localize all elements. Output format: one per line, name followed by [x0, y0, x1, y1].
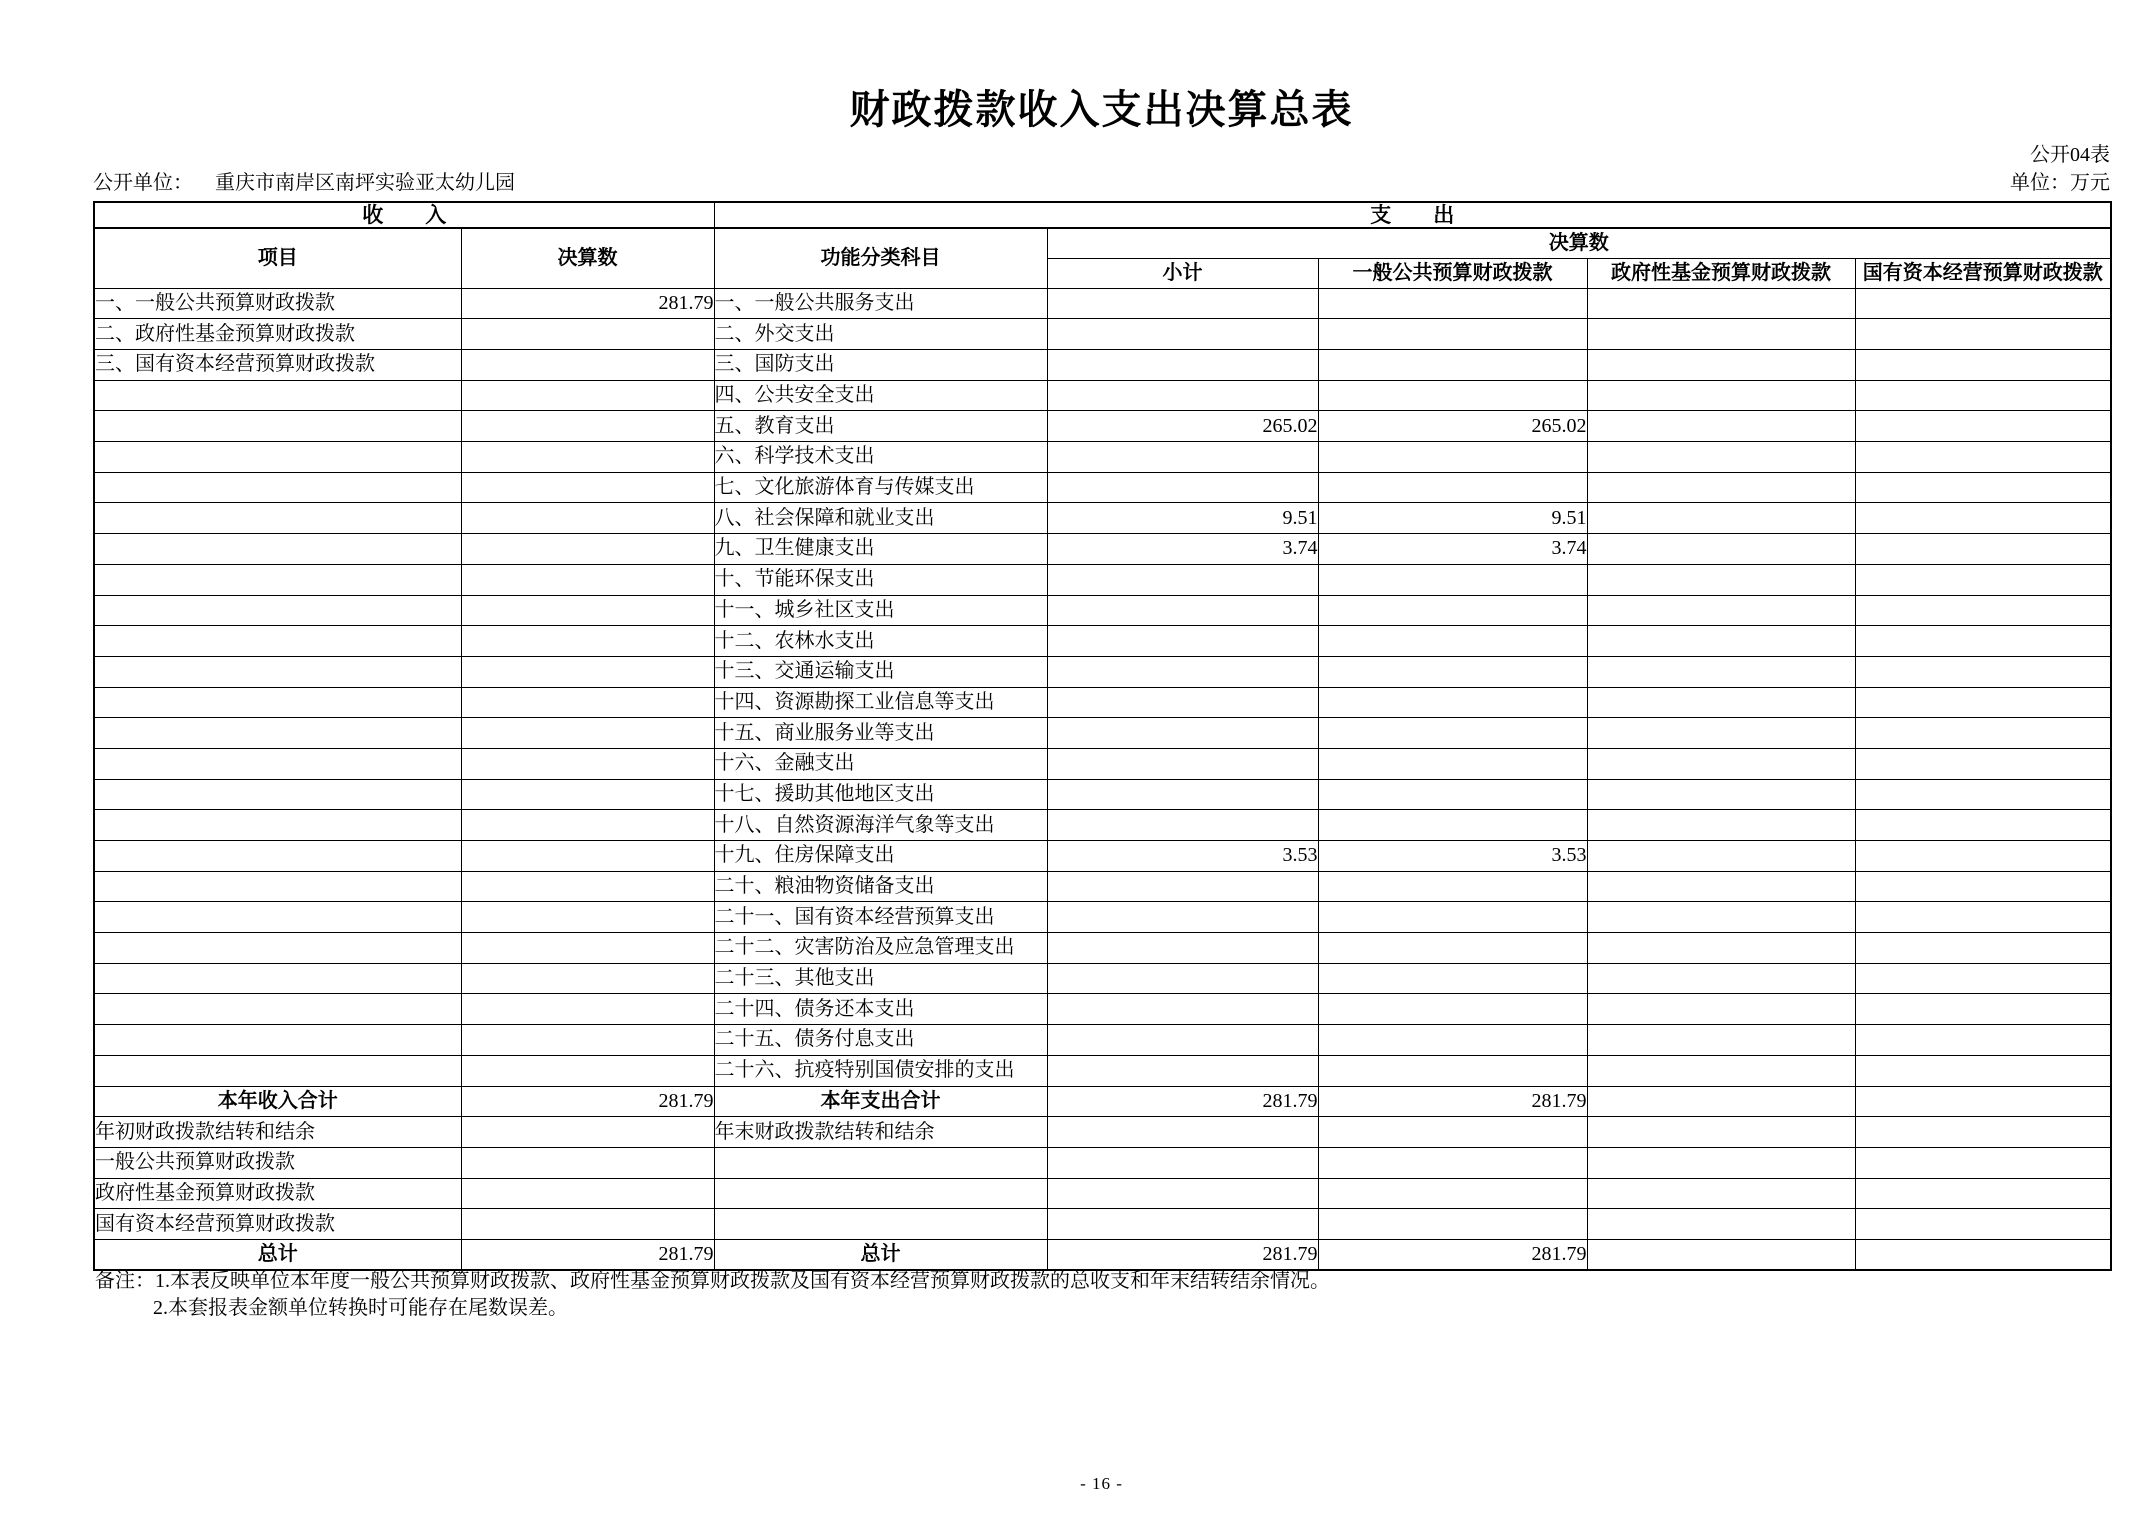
expense-gov-fund-cell [1587, 1209, 1855, 1240]
income-value-cell: 281.79 [461, 288, 714, 319]
expense-item-cell: 二十四、债务还本支出 [714, 994, 1047, 1025]
income-item-cell [94, 442, 461, 473]
income-value-cell [461, 1178, 714, 1209]
table-row [94, 748, 2111, 779]
income-item-cell [94, 748, 461, 779]
income-item-cell: 本年收入合计 [94, 1086, 461, 1117]
expense-state-capital-cell [1855, 1239, 2111, 1270]
table-row [94, 902, 2111, 933]
expense-gov-fund-cell [1587, 472, 1855, 503]
page-number: - 16 - [1080, 1474, 1123, 1493]
expense-item-cell: 十九、住房保障支出 [714, 841, 1047, 872]
expense-item-cell: 六、科学技术支出 [714, 442, 1047, 473]
income-value-cell [461, 810, 714, 841]
expense-state-capital-cell [1855, 1178, 2111, 1209]
note-line-1: 备注：1.本表反映单位本年度一般公共预算财政拨款、政府性基金预算财政拨款及国有资本经营预算财政拨款的总收支和年末结转结余情况。 [95, 1270, 1330, 1292]
expense-subtotal-cell [1047, 779, 1318, 810]
income-item-cell [94, 933, 461, 964]
table-row [94, 503, 2111, 534]
expense-item-cell [714, 1178, 1047, 1209]
expense-gov-fund-cell [1587, 380, 1855, 411]
table-row [94, 656, 2111, 687]
expense-item-cell: 三、国防支出 [714, 350, 1047, 381]
expense-subtotal-cell: 281.79 [1047, 1086, 1318, 1117]
expense-general-budget-cell [1318, 871, 1587, 902]
income-item-cell: 国有资本经营预算财政拨款 [94, 1209, 461, 1240]
income-item-cell [94, 687, 461, 718]
expense-subtotal-cell [1047, 687, 1318, 718]
income-item-cell [94, 871, 461, 902]
expense-subtotal-cell [1047, 595, 1318, 626]
table-row [94, 1025, 2111, 1056]
table-row [94, 595, 2111, 626]
expense-state-capital-cell [1855, 1055, 2111, 1086]
expense-general-budget-cell [1318, 748, 1587, 779]
income-value-cell [461, 902, 714, 933]
income-value-cell [461, 871, 714, 902]
income-value-cell [461, 748, 714, 779]
expense-state-capital-cell [1855, 748, 2111, 779]
income-value-cell [461, 472, 714, 503]
expense-gov-fund-cell [1587, 994, 1855, 1025]
expense-general-budget-cell [1318, 933, 1587, 964]
expense-state-capital-cell [1855, 656, 2111, 687]
expense-subtotal-cell [1047, 1209, 1318, 1240]
section-header-row [94, 202, 2111, 228]
income-item-cell [94, 963, 461, 994]
expense-general-budget-cell [1318, 1178, 1587, 1209]
expense-gov-fund-cell [1587, 810, 1855, 841]
expense-general-budget-cell: 3.74 [1318, 534, 1587, 565]
expense-item-cell: 二十六、抗疫特别国债安排的支出 [714, 1055, 1047, 1086]
income-item-cell [94, 626, 461, 657]
expense-state-capital-cell [1855, 687, 2111, 718]
expense-subtotal-cell [1047, 718, 1318, 749]
expense-state-capital-cell [1855, 503, 2111, 534]
table-row [94, 933, 2111, 964]
income-item-cell: 三、国有资本经营预算财政拨款 [94, 350, 461, 381]
expense-general-budget-cell: 9.51 [1318, 503, 1587, 534]
expense-subtotal-cell [1047, 1178, 1318, 1209]
expense-subtotal-cell [1047, 902, 1318, 933]
form-code-label: 公开04表 [2030, 144, 2110, 166]
expense-general-budget-cell [1318, 1025, 1587, 1056]
expense-gov-fund-cell [1587, 718, 1855, 749]
expense-subtotal-cell [1047, 564, 1318, 595]
function-category-column-header: 功能分类科目 [714, 228, 1047, 288]
table-row [94, 1178, 2111, 1209]
gov-fund-budget-column-header: 政府性基金预算财政拨款 [1587, 258, 1855, 288]
income-final-accounts-column-header: 决算数 [461, 228, 714, 288]
expense-item-cell [714, 1147, 1047, 1178]
income-item-cell [94, 779, 461, 810]
expense-general-budget-cell [1318, 319, 1587, 350]
income-value-cell: 281.79 [461, 1239, 714, 1270]
table-row [94, 534, 2111, 565]
expense-subtotal-cell [1047, 442, 1318, 473]
income-item-cell [94, 380, 461, 411]
expense-state-capital-cell [1855, 1025, 2111, 1056]
expense-gov-fund-cell [1587, 963, 1855, 994]
expense-item-cell: 十五、商业服务业等支出 [714, 718, 1047, 749]
table-row [94, 963, 2111, 994]
publisher [93, 166, 515, 195]
expense-item-cell: 本年支出合计 [714, 1086, 1047, 1117]
expense-gov-fund-cell [1587, 350, 1855, 381]
expense-item-cell: 二十二、灾害防治及应急管理支出 [714, 933, 1047, 964]
income-value-cell [461, 411, 714, 442]
expense-general-budget-cell [1318, 994, 1587, 1025]
expense-gov-fund-cell [1587, 1178, 1855, 1209]
income-value-cell [461, 779, 714, 810]
expense-state-capital-cell [1855, 1147, 2111, 1178]
expense-gov-fund-cell [1587, 595, 1855, 626]
table-row [94, 871, 2111, 902]
income-value-cell [461, 963, 714, 994]
expense-subtotal-cell: 9.51 [1047, 503, 1318, 534]
expense-gov-fund-cell [1587, 1025, 1855, 1056]
income-item-cell [94, 411, 461, 442]
table-row [94, 1147, 2111, 1178]
expense-item-cell: 十、节能环保支出 [714, 564, 1047, 595]
expense-state-capital-cell [1855, 871, 2111, 902]
column-header-row [94, 228, 2111, 258]
income-item-cell [94, 841, 461, 872]
expense-item-cell: 七、文化旅游体育与传媒支出 [714, 472, 1047, 503]
expense-item-cell: 二十、粮油物资储备支出 [714, 871, 1047, 902]
expense-gov-fund-cell [1587, 288, 1855, 319]
item-column-header: 项目 [94, 228, 461, 288]
expense-general-budget-cell [1318, 779, 1587, 810]
income-value-cell [461, 442, 714, 473]
expense-item-cell: 总计 [714, 1239, 1047, 1270]
expense-subtotal-cell [1047, 380, 1318, 411]
subtotal-column-header: 小计 [1047, 258, 1318, 288]
income-item-cell [94, 810, 461, 841]
expense-subtotal-cell [1047, 626, 1318, 657]
income-item-cell [94, 994, 461, 1025]
income-item-cell [94, 1055, 461, 1086]
expense-subtotal-cell [1047, 1055, 1318, 1086]
expense-subtotal-cell [1047, 810, 1318, 841]
income-value-cell [461, 1025, 714, 1056]
income-value-cell [461, 534, 714, 565]
expense-gov-fund-cell [1587, 626, 1855, 657]
table-row [94, 442, 2111, 473]
expense-gov-fund-cell [1587, 534, 1855, 565]
expense-subtotal-cell: 3.53 [1047, 841, 1318, 872]
income-item-cell: 一、一般公共预算财政拨款 [94, 288, 461, 319]
expense-state-capital-cell [1855, 963, 2111, 994]
expense-general-budget-cell [1318, 1055, 1587, 1086]
table-row [94, 626, 2111, 657]
expense-general-budget-cell [1318, 350, 1587, 381]
expense-general-budget-cell [1318, 288, 1587, 319]
expense-gov-fund-cell [1587, 779, 1855, 810]
table-row [94, 350, 2111, 381]
table-row [94, 994, 2111, 1025]
expense-general-budget-cell [1318, 810, 1587, 841]
publisher-name: 重庆市南岸区南坪实验亚太幼儿园 [215, 172, 515, 194]
expense-general-budget-cell [1318, 687, 1587, 718]
expense-final-accounts-header: 决算数 [1047, 228, 2111, 258]
expense-state-capital-cell [1855, 1086, 2111, 1117]
expense-item-cell: 八、社会保障和就业支出 [714, 503, 1047, 534]
expense-state-capital-cell [1855, 718, 2111, 749]
expense-subtotal-cell [1047, 871, 1318, 902]
expense-general-budget-cell: 265.02 [1318, 411, 1587, 442]
expense-item-cell: 十四、资源勘探工业信息等支出 [714, 687, 1047, 718]
expense-state-capital-cell [1855, 472, 2111, 503]
expense-gov-fund-cell [1587, 442, 1855, 473]
table-row [94, 1055, 2111, 1086]
income-value-cell [461, 656, 714, 687]
expense-subtotal-cell [1047, 994, 1318, 1025]
expense-general-budget-cell [1318, 1209, 1587, 1240]
expense-gov-fund-cell [1587, 687, 1855, 718]
expense-gov-fund-cell [1587, 933, 1855, 964]
income-item-cell [94, 718, 461, 749]
expense-item-cell: 十七、援助其他地区支出 [714, 779, 1047, 810]
expense-section-header: 支 出 [714, 202, 2111, 228]
expense-item-cell: 十二、农林水支出 [714, 626, 1047, 657]
expense-item-cell: 十八、自然资源海洋气象等支出 [714, 810, 1047, 841]
expense-state-capital-cell [1855, 1117, 2111, 1148]
expense-item-cell: 五、教育支出 [714, 411, 1047, 442]
income-section-header: 收 入 [94, 202, 714, 228]
expense-general-budget-cell: 281.79 [1318, 1239, 1587, 1270]
page-title: 财政拨款收入支出决算总表 [849, 87, 1354, 132]
expense-gov-fund-cell [1587, 503, 1855, 534]
expense-gov-fund-cell [1587, 564, 1855, 595]
expense-general-budget-cell [1318, 472, 1587, 503]
expense-gov-fund-cell [1587, 319, 1855, 350]
expense-subtotal-cell: 281.79 [1047, 1239, 1318, 1270]
income-value-cell [461, 595, 714, 626]
table-row [94, 472, 2111, 503]
table-row [94, 779, 2111, 810]
income-item-cell: 年初财政拨款结转和结余 [94, 1117, 461, 1148]
income-value-cell [461, 350, 714, 381]
income-item-cell: 二、政府性基金预算财政拨款 [94, 319, 461, 350]
expense-subtotal-cell [1047, 288, 1318, 319]
expense-general-budget-cell [1318, 564, 1587, 595]
table-row [94, 411, 2111, 442]
income-value-cell [461, 626, 714, 657]
income-value-cell [461, 1147, 714, 1178]
income-item-cell [94, 564, 461, 595]
income-value-cell [461, 319, 714, 350]
expense-general-budget-cell [1318, 902, 1587, 933]
expense-item-cell: 二十三、其他支出 [714, 963, 1047, 994]
table-row [94, 1117, 2111, 1148]
expense-general-budget-cell: 3.53 [1318, 841, 1587, 872]
expense-subtotal-cell [1047, 963, 1318, 994]
table-row [94, 718, 2111, 749]
expense-state-capital-cell [1855, 779, 2111, 810]
expense-state-capital-cell [1855, 902, 2111, 933]
income-value-cell [461, 687, 714, 718]
meta-line [93, 166, 2110, 195]
expense-gov-fund-cell [1587, 656, 1855, 687]
expense-gov-fund-cell [1587, 748, 1855, 779]
expense-state-capital-cell [1855, 626, 2111, 657]
expense-gov-fund-cell [1587, 871, 1855, 902]
expense-state-capital-cell [1855, 350, 2111, 381]
table-body [94, 288, 2111, 1270]
expense-subtotal-cell [1047, 933, 1318, 964]
expense-state-capital-cell [1855, 841, 2111, 872]
expense-state-capital-cell [1855, 810, 2111, 841]
expense-gov-fund-cell [1587, 1117, 1855, 1148]
expense-general-budget-cell [1318, 626, 1587, 657]
income-item-cell [94, 503, 461, 534]
income-item-cell [94, 595, 461, 626]
income-item-cell: 一般公共预算财政拨款 [94, 1147, 461, 1178]
income-value-cell [461, 380, 714, 411]
income-value-cell [461, 564, 714, 595]
expense-subtotal-cell [1047, 656, 1318, 687]
expense-general-budget-cell [1318, 380, 1587, 411]
income-value-cell [461, 933, 714, 964]
table-row [94, 1209, 2111, 1240]
unit-note: 单位：万元 [2010, 172, 2110, 194]
expense-item-cell [714, 1209, 1047, 1240]
expense-item-cell: 四、公共安全支出 [714, 380, 1047, 411]
expense-general-budget-cell: 281.79 [1318, 1086, 1587, 1117]
income-item-cell [94, 656, 461, 687]
expense-item-cell: 十六、金融支出 [714, 748, 1047, 779]
table-row [94, 319, 2111, 350]
income-item-cell: 政府性基金预算财政拨款 [94, 1178, 461, 1209]
income-value-cell [461, 994, 714, 1025]
table-row [94, 380, 2111, 411]
income-item-cell [94, 472, 461, 503]
expense-subtotal-cell [1047, 350, 1318, 381]
expense-state-capital-cell [1855, 534, 2111, 565]
income-value-cell [461, 841, 714, 872]
expense-item-cell: 二十五、债务付息支出 [714, 1025, 1047, 1056]
income-value-cell: 281.79 [461, 1086, 714, 1117]
expense-subtotal-cell [1047, 319, 1318, 350]
income-value-cell [461, 1055, 714, 1086]
expense-subtotal-cell [1047, 1147, 1318, 1178]
expense-state-capital-cell [1855, 933, 2111, 964]
expense-item-cell: 一、一般公共服务支出 [714, 288, 1047, 319]
expense-gov-fund-cell [1587, 411, 1855, 442]
expense-general-budget-cell [1318, 1117, 1587, 1148]
expense-gov-fund-cell [1587, 1055, 1855, 1086]
income-value-cell [461, 718, 714, 749]
state-capital-budget-column-header: 国有资本经营预算财政拨款 [1855, 258, 2111, 288]
expense-state-capital-cell [1855, 994, 2111, 1025]
table-row [94, 564, 2111, 595]
expense-gov-fund-cell [1587, 1086, 1855, 1117]
expense-general-budget-cell [1318, 656, 1587, 687]
expense-subtotal-cell [1047, 472, 1318, 503]
expense-general-budget-cell [1318, 1147, 1587, 1178]
expense-state-capital-cell [1855, 319, 2111, 350]
table-row [94, 1239, 2111, 1270]
expense-gov-fund-cell [1587, 1239, 1855, 1270]
expense-state-capital-cell [1855, 1209, 2111, 1240]
expense-subtotal-cell [1047, 1025, 1318, 1056]
expense-gov-fund-cell [1587, 841, 1855, 872]
note-line-2: 2.本套报表金额单位转换时可能存在尾数误差。 [153, 1297, 568, 1319]
table-row [94, 288, 2111, 319]
expense-state-capital-cell [1855, 380, 2111, 411]
table-row [94, 810, 2111, 841]
expense-item-cell: 年末财政拨款结转和结余 [714, 1117, 1047, 1148]
fiscal-appropriation-table [93, 201, 2112, 1271]
expense-gov-fund-cell [1587, 902, 1855, 933]
income-value-cell [461, 503, 714, 534]
expense-general-budget-cell [1318, 442, 1587, 473]
income-item-cell [94, 534, 461, 565]
general-budget-column-header: 一般公共预算财政拨款 [1318, 258, 1587, 288]
expense-state-capital-cell [1855, 411, 2111, 442]
expense-subtotal-cell [1047, 1117, 1318, 1148]
expense-subtotal-cell: 265.02 [1047, 411, 1318, 442]
expense-item-cell: 二、外交支出 [714, 319, 1047, 350]
expense-state-capital-cell [1855, 564, 2111, 595]
expense-subtotal-cell: 3.74 [1047, 534, 1318, 565]
expense-item-cell: 十一、城乡社区支出 [714, 595, 1047, 626]
income-value-cell [461, 1209, 714, 1240]
notes [95, 1268, 2095, 1322]
expense-general-budget-cell [1318, 963, 1587, 994]
expense-state-capital-cell [1855, 288, 2111, 319]
expense-gov-fund-cell [1587, 1147, 1855, 1178]
expense-general-budget-cell [1318, 595, 1587, 626]
table-row [94, 841, 2111, 872]
expense-item-cell: 九、卫生健康支出 [714, 534, 1047, 565]
table-row [94, 1086, 2111, 1117]
expense-item-cell: 十三、交通运输支出 [714, 656, 1047, 687]
expense-general-budget-cell [1318, 718, 1587, 749]
income-item-cell [94, 1025, 461, 1056]
publisher-label: 公开单位： [93, 172, 193, 194]
expense-item-cell: 二十一、国有资本经营预算支出 [714, 902, 1047, 933]
table-row [94, 687, 2111, 718]
income-item-cell: 总计 [94, 1239, 461, 1270]
expense-state-capital-cell [1855, 442, 2111, 473]
expense-state-capital-cell [1855, 595, 2111, 626]
income-item-cell [94, 902, 461, 933]
income-value-cell [461, 1117, 714, 1148]
expense-subtotal-cell [1047, 748, 1318, 779]
